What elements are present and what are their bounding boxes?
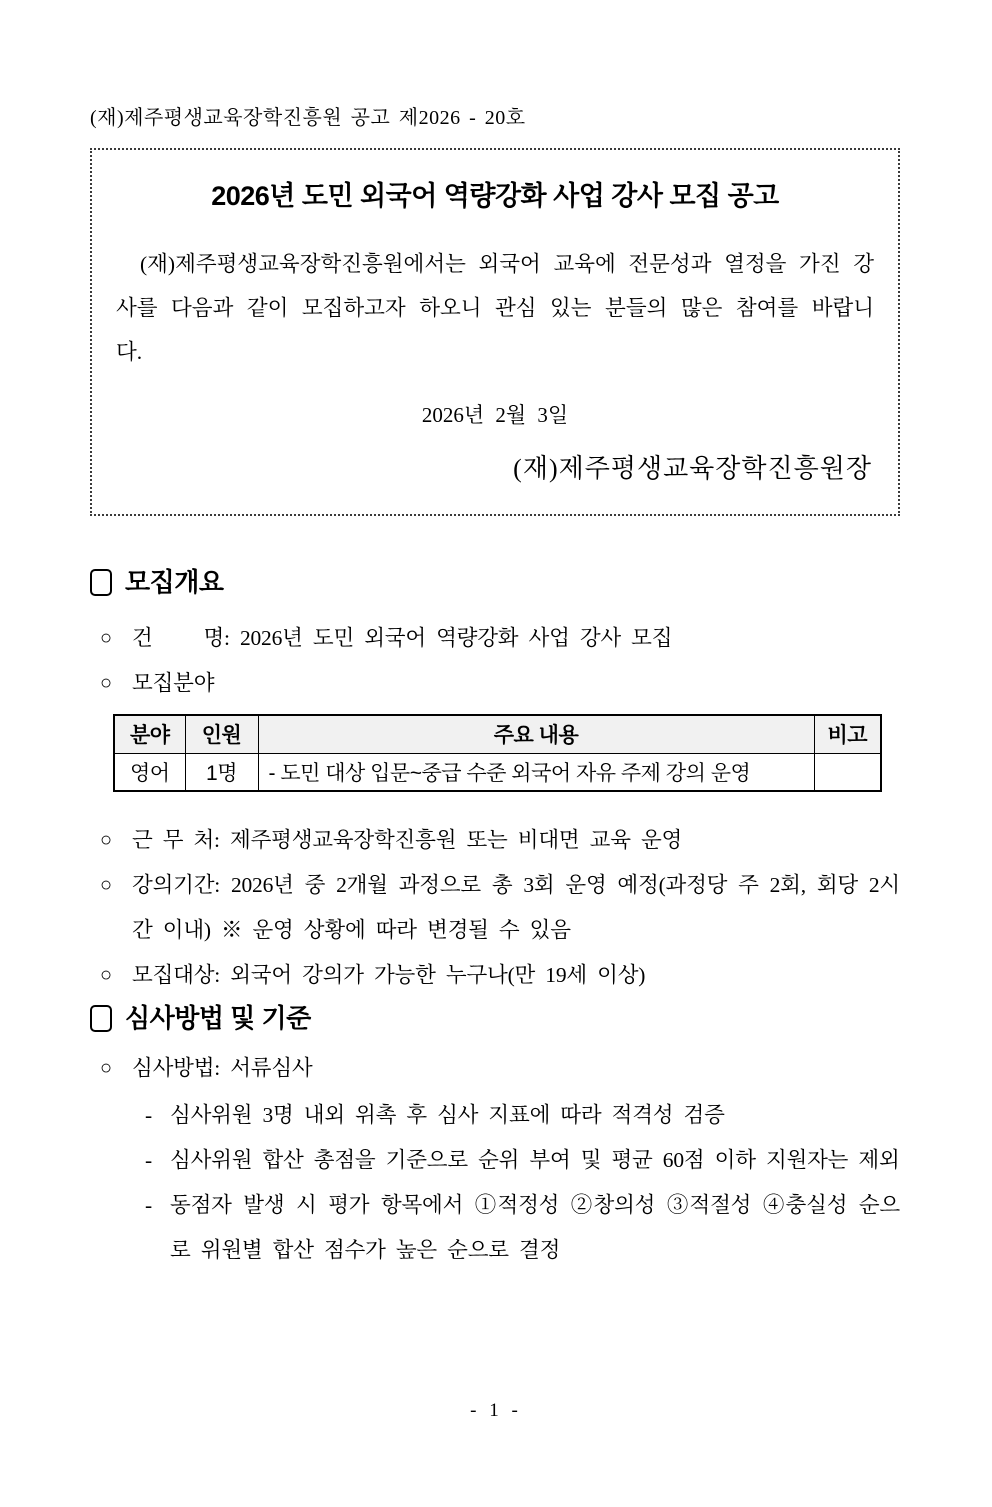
overview-item-name-text: 건 명: 2026년 도민 외국어 역량강화 사업 강사 모집 — [132, 626, 673, 650]
footer-page-number: - 1 - — [470, 1400, 522, 1421]
recruit-table — [113, 714, 882, 792]
table-header-content: 주요 내용 — [258, 715, 814, 753]
overview-item-target-text: 모집대상: 외국어 강의가 가능한 누구나(만 19세 이상) — [132, 963, 646, 987]
overview-item-period-text: 강의기간: 2026년 중 2개월 과정으로 총 3회 운영 예정(과정당 주 2회, 회당 2시간 이내) ※ 운영 상황에 따라 변경될 수 있음 — [132, 873, 900, 942]
review-sub-item-text-1: 심사위원 3명 내외 위촉 후 심사 지표에 따라 적격성 검증 — [170, 1103, 725, 1127]
notice-body-paragraph: (재)제주평생교육장학진흥원에서는 외국어 교육에 전문성과 열정을 가진 강사를 다음과 같이 모집하고자 하오니 관심 있는 분들의 많은 참여를 바랍니다. — [116, 252, 874, 364]
page-content — [0, 104, 992, 1273]
table-cell-note — [814, 753, 881, 791]
notice-date: 2026년 2월 3일 — [421, 403, 569, 427]
review-sub-item — [145, 1138, 900, 1183]
review-item-method — [100, 1046, 900, 1091]
square-bullet-icon — [90, 569, 112, 596]
review-item-method-text: 심사방법: 서류심사 — [132, 1056, 313, 1080]
review-sub-item — [145, 1093, 900, 1138]
section-heading-review-label: 심사방법 및 기준 — [125, 1003, 311, 1033]
table-header-count: 인원 — [185, 715, 258, 753]
table-header-row — [114, 715, 881, 753]
dash-bullet-icon: - — [145, 1103, 153, 1127]
section-heading-review — [90, 998, 900, 1038]
dash-bullet-icon: - — [145, 1148, 153, 1172]
review-sub-item — [145, 1183, 900, 1273]
circle-bullet-icon: ○ — [100, 1057, 113, 1079]
table-header-note: 비고 — [814, 715, 881, 753]
dash-bullet-icon: - — [145, 1193, 153, 1217]
circle-bullet-icon: ○ — [100, 874, 113, 896]
review-sub-item-text-3: 동점자 발생 시 평가 항목에서 ①적정성 ②창의성 ③적절성 ④충실성 순으로 위원별 합산 점수가 높은 순으로 결정 — [170, 1193, 900, 1262]
overview-item-field — [100, 661, 900, 706]
table-row — [114, 753, 881, 791]
section-heading-overview-label: 모집개요 — [125, 567, 224, 597]
table-cell-count: 1명 — [185, 753, 258, 791]
overview-item-period — [100, 863, 900, 953]
overview-item-workplace — [100, 818, 900, 863]
review-sub-item-text-2: 심사위원 합산 총점을 기준으로 순위 부여 및 평균 60점 이하 지원자는 제외 — [170, 1148, 900, 1172]
section-heading-overview — [90, 562, 900, 602]
overview-item-field-text: 모집분야 — [132, 671, 215, 695]
notice-box — [90, 148, 900, 516]
notice-title: 2026년 도민 외국어 역량강화 사업 강사 모집 공고 — [211, 181, 779, 211]
circle-bullet-icon: ○ — [100, 964, 113, 986]
table-header-field: 분야 — [114, 715, 185, 753]
circle-bullet-icon: ○ — [100, 627, 113, 649]
notice-signature: (재)제주평생교육장학진흥원장 — [513, 454, 872, 483]
overview-item-name — [100, 616, 900, 661]
overview-item-workplace-text: 근 무 처: 제주평생교육장학진흥원 또는 비대면 교육 운영 — [132, 828, 683, 852]
square-bullet-icon — [90, 1005, 112, 1032]
circle-bullet-icon: ○ — [100, 829, 113, 851]
overview-item-target — [100, 953, 900, 998]
doc-number-line: (재)제주평생교육장학진흥원 공고 제2026 - 20호 — [90, 107, 526, 129]
document-page — [0, 104, 992, 1507]
circle-bullet-icon: ○ — [100, 672, 113, 694]
table-cell-field: 영어 — [114, 753, 185, 791]
table-cell-content: - 도민 대상 입문~중급 수준 외국어 자유 주제 강의 운영 — [258, 753, 814, 791]
